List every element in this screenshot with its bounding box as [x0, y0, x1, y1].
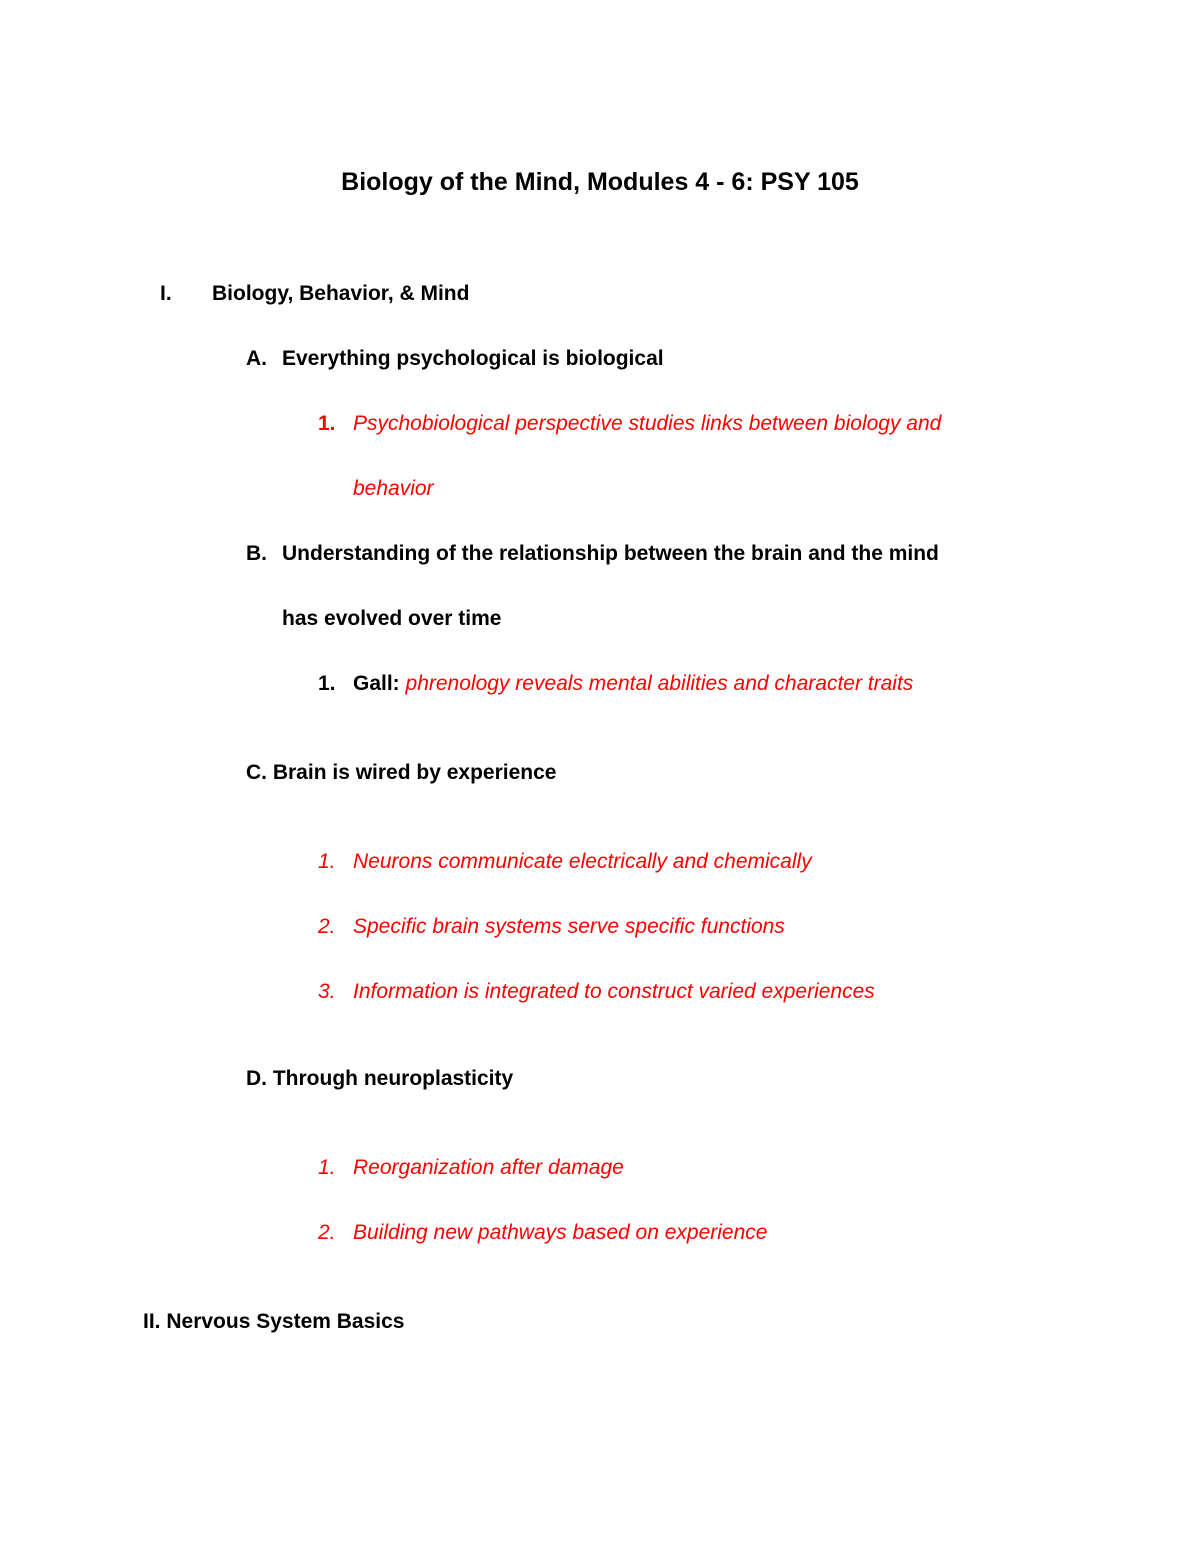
subsection-a-item-1-text-line2: behavior — [353, 477, 434, 500]
subsection-c-item-2-text: Specific brain systems serve specific functions — [353, 915, 785, 938]
subsection-c-marker: C. — [246, 761, 267, 784]
subsection-a-item-1-marker: 1. — [318, 412, 336, 435]
subsection-c-item-3-text: Information is integrated to construct varied experiences — [353, 980, 875, 1003]
subsection-c-item-3-marker: 3. — [318, 980, 336, 1003]
subsection-d-text: Through neuroplasticity — [272, 1067, 514, 1090]
subsection-c-item-1-text: Neurons communicate electrically and chemically — [353, 850, 812, 873]
document-title: Biology of the Mind, Modules 4 - 6: PSY 105 — [341, 168, 859, 196]
subsection-a-item-1-text-line1: Psychobiological perspective studies links between biology and — [353, 412, 942, 435]
section-2-heading: Nervous System Basics — [166, 1310, 405, 1333]
gall-text: phrenology reveals mental abilities and character traits — [405, 672, 914, 695]
subsection-d-item-1-marker: 1. — [318, 1156, 336, 1179]
subsection-d-item-2-marker: 2. — [318, 1221, 336, 1244]
subsection-b-item-1 — [353, 671, 913, 697]
subsection-a-marker: A. — [246, 347, 267, 370]
section-2 — [143, 1309, 405, 1335]
subsection-d-item-1-text: Reorganization after damage — [353, 1156, 624, 1179]
subsection-b-text-line2: has evolved over time — [282, 607, 502, 630]
subsection-d-item-2-text: Building new pathways based on experience — [353, 1221, 768, 1244]
subsection-b-text-line1: Understanding of the relationship between the brain and the mind — [282, 542, 939, 565]
subsection-a-text: Everything psychological is biological — [282, 347, 664, 370]
subsection-c-item-1-marker: 1. — [318, 850, 336, 873]
gall-label: Gall: — [353, 672, 400, 695]
subsection-b-marker: B. — [246, 542, 267, 565]
section-2-marker: II. — [143, 1310, 161, 1333]
subsection-d-marker: D. — [246, 1067, 267, 1090]
subsection-c-text: Brain is wired by experience — [272, 761, 557, 784]
section-1-marker: I. — [160, 282, 172, 305]
subsection-c-item-2-marker: 2. — [318, 915, 336, 938]
section-1-heading: Biology, Behavior, & Mind — [212, 282, 470, 305]
subsection-d — [246, 1066, 513, 1092]
subsection-b-item-1-marker: 1. — [318, 672, 336, 695]
subsection-c — [246, 760, 556, 786]
